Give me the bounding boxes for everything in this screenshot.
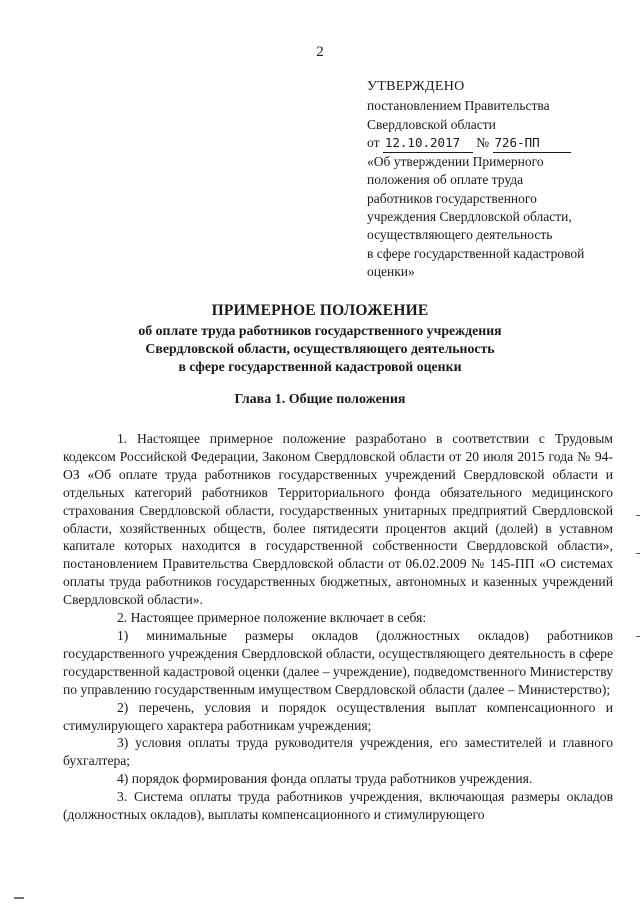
subtitle-line: в сфере государственной кадастровой оценки bbox=[178, 359, 462, 374]
paragraph: 1) минимальные размеры окладов (должностных окладов) работников государственного учреждения Свердловской области, осуществляющего деятельность в сфере государственной кадастровой оценки (далее – учреждение), подведомственного Министерству по управлению государственным имуществом Свердловской области (далее – Министерство); bbox=[63, 627, 614, 697]
approval-date-row bbox=[367, 134, 629, 153]
scan-edge-mark bbox=[636, 515, 640, 516]
paragraph: 1. Настоящее примерное положение разработано в соответствии с Трудовым кодексом Российской Федерации, Законом Свердловской области от 20 июля 2015 года № 94-ОЗ «Об оплате труда работников государственных учреждений Свердловской области и отдельных категорий работников Территориального фонда обязательного медицинского страхования Свердловской области, государственных унитарных предприятий Свердловской области, хозяйственных обществ, более пятидесяти процентов акций (долей) в уставном капитале которых находится в государственной собственности Свердловской области», постановлением Правительства Свердловской области от 06.02.2009 № 145-ПП «О системах оплаты труда работников государственных бюджетных, автономных и казенных учреждений Свердловской области». bbox=[63, 431, 613, 608]
subtitle-line: об оплате труда работников государственного учреждения bbox=[138, 323, 502, 338]
approval-number: 726-ПП bbox=[493, 134, 571, 153]
page-number: 2 bbox=[316, 44, 324, 60]
paragraph: 2) перечень, условия и порядок осуществления выплат компенсационного и стимулирующего характера работникам учреждения; bbox=[63, 699, 613, 733]
number-prefix: № bbox=[476, 134, 490, 150]
approval-line: оценки» bbox=[367, 263, 415, 279]
approval-title: УТВЕРЖДЕНО bbox=[367, 79, 465, 94]
date-prefix: от bbox=[367, 134, 380, 150]
paragraph: 3. Система оплаты труда работников учреждения, включающая размеры окладов (должностных окладов), выплаты компенсационного и стимулирующего bbox=[63, 789, 613, 823]
approval-line: Свердловской области bbox=[367, 116, 496, 132]
document-subtitle bbox=[0, 322, 640, 376]
approval-date: 12.10.2017 bbox=[383, 134, 473, 153]
approval-line: постановлением Правительства bbox=[367, 98, 550, 114]
chapter-heading: Глава 1. Общие положения bbox=[234, 392, 406, 407]
approval-line: учреждения Свердловской области, bbox=[367, 209, 572, 225]
scan-edge-mark bbox=[636, 636, 640, 637]
document-title: ПРИМЕРНОЕ ПОЛОЖЕНИЕ bbox=[211, 302, 429, 319]
approval-line: работников государственного bbox=[367, 190, 537, 206]
document-body bbox=[63, 430, 613, 824]
paragraph: 3) условия оплаты труда руководителя учреждения, его заместителей и главного бухгалтера; bbox=[63, 735, 613, 769]
paragraph: 4) порядок формирования фонда оплаты труда работников учреждения. bbox=[117, 771, 533, 787]
approval-line: «Об утверждении Примерного bbox=[367, 154, 544, 170]
approval-line: в сфере государственной кадастровой bbox=[367, 245, 585, 261]
scan-corner-mark bbox=[14, 897, 24, 899]
paragraph: 2. Настоящее примерное положение включает в себя: bbox=[117, 610, 427, 626]
approval-line: осуществляющего деятельность bbox=[367, 227, 553, 243]
approval-block bbox=[367, 78, 629, 281]
scan-edge-mark bbox=[636, 553, 640, 554]
subtitle-line: Свердловской области, осуществляющего деятельность bbox=[145, 341, 495, 356]
approval-line: положения об оплате труда bbox=[367, 172, 524, 188]
